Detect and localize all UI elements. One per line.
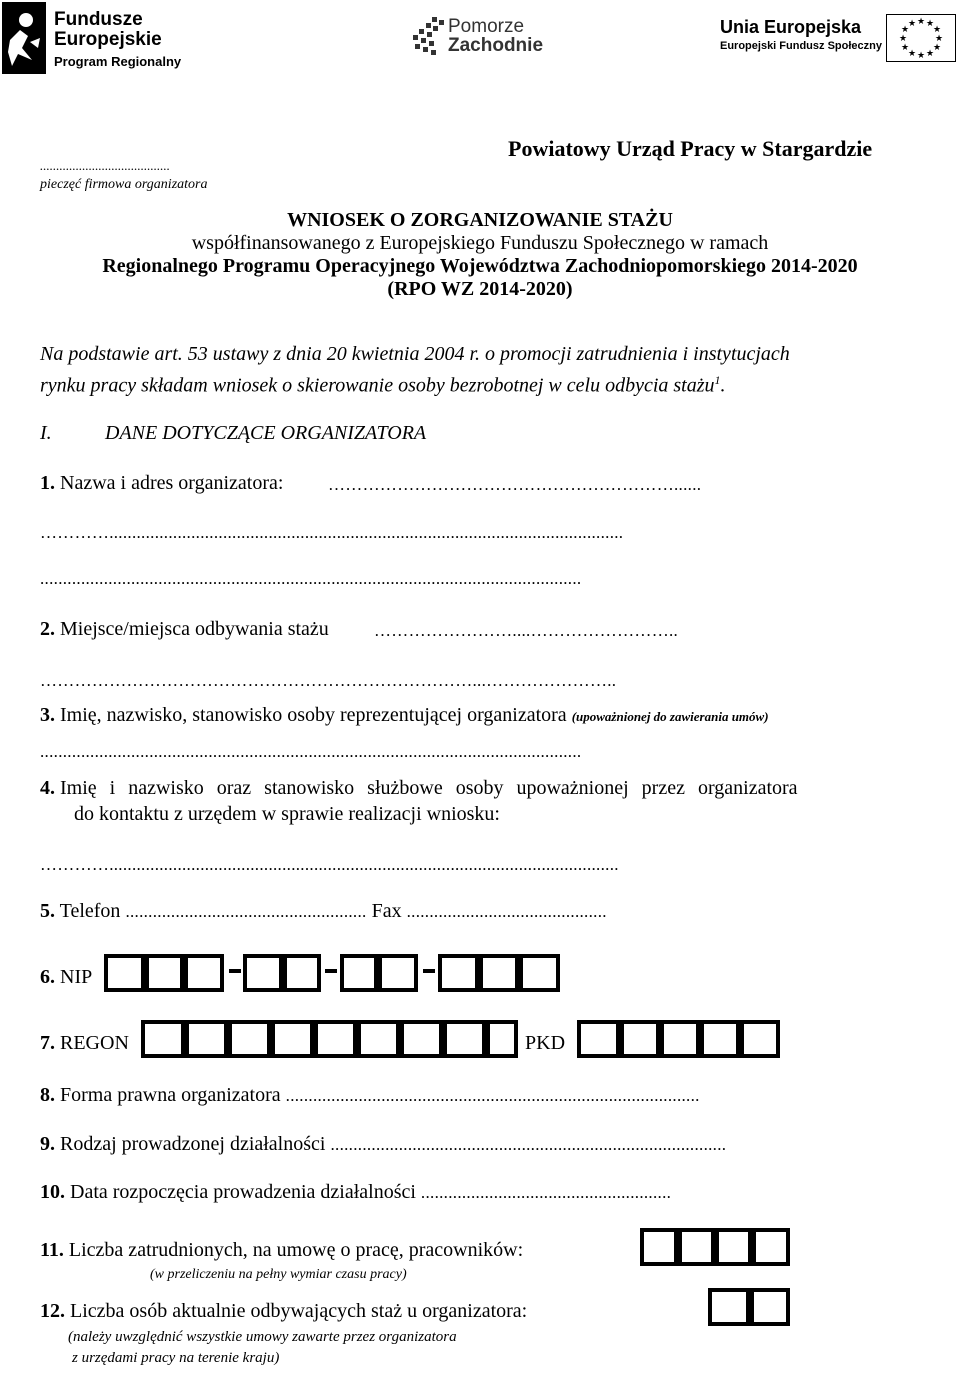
intro-line1: Na podstawie art. 53 ustawy z dnia 20 kwietnia 2004 r. o promocji zatrudnienia i instytucjach [40, 343, 790, 365]
nip-separator [229, 969, 241, 973]
pkd-digit-box[interactable] [620, 1020, 660, 1058]
nip-separator [423, 969, 435, 973]
nip-digit-box[interactable] [184, 954, 224, 992]
field-12-num: 12. [40, 1300, 65, 1322]
field-10-num: 10. [40, 1181, 65, 1203]
pkd-digit-box[interactable] [660, 1020, 700, 1058]
title-line4: (RPO WZ 2014-2020) [387, 278, 573, 300]
field-1-line2[interactable]: …………................................................................................................................. [40, 523, 624, 542]
field-8-row [40, 1084, 700, 1107]
field-2-text: Miejsce/miejsca odbywania stażu [60, 618, 329, 640]
pkd-digit-box[interactable] [740, 1020, 780, 1058]
logo-fundusze-europejskie [2, 2, 182, 74]
title-line3: Regionalnego Programu Operacyjnego Województwa Zachodniopomorskiego 2014-2020 [102, 255, 858, 277]
regon-digit-box[interactable] [314, 1020, 357, 1058]
legal-form-input[interactable]: ........................................................................................... [285, 1086, 700, 1105]
field-11-label [40, 1239, 523, 1262]
field-9-row [40, 1133, 726, 1156]
employees-digit-box[interactable] [752, 1228, 790, 1266]
field-2-label [40, 618, 329, 641]
stamp-label: pieczęć firmowa organizatora [40, 177, 208, 192]
logo-pomorze-zachodnie [410, 15, 570, 59]
field-6-label [40, 966, 92, 989]
regon-digit-box[interactable] [400, 1020, 443, 1058]
svg-text:★: ★ [900, 43, 910, 53]
section-title: DANE DOTYCZĄCE ORGANIZATORA [105, 422, 427, 444]
field-1-line3[interactable]: ....................................................................................................................... [40, 569, 582, 588]
logo-pz-line2: Zachodnie [448, 35, 544, 56]
eu-flag-icon [886, 14, 956, 62]
interns-digit-box[interactable] [708, 1288, 750, 1326]
field-11-num: 11. [40, 1239, 64, 1261]
business-type-input[interactable]: ....................................................................................... [330, 1135, 727, 1154]
pomorze-zachodnie-icon [410, 17, 450, 57]
telephone-input[interactable]: ..................................................... [125, 902, 367, 921]
nip-separator [325, 969, 337, 973]
logo-ue-line2: Europejski Fundusz Społeczny [720, 39, 882, 52]
nip-digit-box[interactable] [519, 954, 560, 992]
nip-digit-box[interactable] [378, 954, 418, 992]
field-3-text: Imię, nazwisko, stanowisko osoby reprezentującej organizatora [60, 704, 567, 726]
nip-digit-box[interactable] [438, 954, 479, 992]
field-2-num: 2. [40, 618, 55, 640]
svg-text:★: ★ [907, 19, 917, 29]
intro-line2 [40, 373, 726, 398]
field-1-label [40, 472, 283, 495]
field-12-note2: z urzędami pracy na terenie kraju) [72, 1350, 280, 1366]
office-name: Powiatowy Urząd Pracy w Stargardzie [508, 136, 873, 161]
nip-digit-box[interactable] [479, 954, 519, 992]
field-5-num: 5. [40, 900, 55, 922]
field-12-note1: (należy uwzględnić wszystkie umowy zawarte przez organizatora [68, 1329, 457, 1345]
field-8-text: Forma prawna organizatora [60, 1084, 281, 1106]
field-10-row [40, 1181, 671, 1204]
field-2-input[interactable]: ……………………....…………………….. [374, 621, 679, 640]
logo-fe-line2: Europejskie [54, 28, 162, 50]
pkd-digit-box[interactable] [700, 1020, 740, 1058]
page-title: WNIOSEK O ZORGANIZOWANIE STAŻU [287, 209, 673, 231]
field-5-tel-label: Telefon [59, 900, 121, 922]
field-6-num: 6. [40, 966, 55, 988]
field-4-text1: Imię i nazwisko oraz stanowisko służbowe osoby upoważnionej przez organizatora [60, 777, 798, 799]
field-1-num: 1. [40, 472, 55, 494]
section-number: I. [40, 422, 52, 444]
regon-digit-box[interactable] [357, 1020, 400, 1058]
regon-digit-box[interactable] [486, 1020, 518, 1058]
employees-digit-box[interactable] [678, 1228, 715, 1266]
field-3-label [40, 704, 769, 727]
pkd-digit-box[interactable] [577, 1020, 620, 1058]
svg-text:★: ★ [916, 51, 926, 61]
field-6-text: NIP [60, 966, 93, 988]
field-3-note: (upoważnionej do zawierania umów) [571, 709, 769, 724]
regon-digit-box[interactable] [271, 1020, 314, 1058]
logo-ue-line1: Unia Europejska [720, 17, 862, 37]
field-2-line2[interactable]: …………………………………………………………………...………………….. [40, 671, 617, 690]
fax-input[interactable]: ............................................ [406, 902, 607, 921]
field-4-text2: do kontaktu z urzędem w sprawie realizacji wniosku: [74, 803, 500, 825]
pkd-label: PKD [525, 1032, 566, 1054]
field-11-note: (w przeliczeniu na pełny wymiar czasu pracy) [150, 1267, 407, 1282]
field-10-text: Data rozpoczęcia prowadzenia działalności [70, 1181, 416, 1203]
field-12-text: Liczba osób aktualnie odbywających staż u organizatora: [70, 1300, 528, 1322]
nip-digit-box[interactable] [340, 954, 378, 992]
title-line2: współfinansowanego z Europejskiego Funduszu Społecznego w ramach [191, 232, 769, 254]
field-1-text: Nazwa i adres organizatora: [60, 472, 284, 494]
svg-text:★: ★ [932, 43, 942, 53]
employees-digit-box[interactable] [715, 1228, 752, 1266]
field-8-num: 8. [40, 1084, 55, 1106]
regon-digit-box[interactable] [141, 1020, 185, 1058]
field-12-label [40, 1300, 527, 1323]
nip-digit-box[interactable] [145, 954, 184, 992]
field-7-label [40, 1032, 129, 1055]
field-1-input[interactable]: ……………………………………………………...... [328, 475, 702, 494]
regon-digit-box[interactable] [185, 1020, 228, 1058]
nip-digit-box[interactable] [283, 954, 321, 992]
field-3-line2[interactable]: ....................................................................................................................... [40, 742, 582, 761]
svg-text:★: ★ [907, 49, 917, 59]
field-4-label [40, 777, 922, 800]
field-9-num: 9. [40, 1133, 55, 1155]
logo-unia-europejska [716, 14, 956, 64]
regon-digit-box[interactable] [228, 1020, 271, 1058]
title-block [0, 209, 960, 301]
logo-fe-line1: Fundusze [54, 9, 143, 30]
footnote-ref: 1 [714, 373, 721, 387]
field-3-num: 3. [40, 704, 55, 726]
stamp-dots: ........................................ [40, 158, 170, 173]
field-5-row [40, 900, 607, 923]
svg-text:★: ★ [925, 19, 935, 29]
svg-text:★: ★ [916, 17, 926, 27]
field-4-line3[interactable]: …………................................................................................................................ [40, 855, 619, 874]
field-4-num: 4. [40, 777, 55, 799]
interns-digit-box[interactable] [750, 1288, 790, 1326]
logo-pz-line1: Pomorze [448, 16, 525, 37]
field-9-text: Rodzaj prowadzonej działalności [60, 1133, 326, 1155]
start-date-input[interactable]: ....................................................... [420, 1183, 672, 1202]
field-7-text: REGON [60, 1032, 129, 1054]
intro-line2-end: . [720, 374, 726, 397]
nip-digit-box[interactable] [104, 954, 145, 992]
svg-text:★: ★ [932, 25, 942, 35]
employees-digit-box[interactable] [640, 1228, 678, 1266]
regon-digit-box[interactable] [443, 1020, 486, 1058]
nip-digit-box[interactable] [243, 954, 283, 992]
fundusze-europejskie-icon [2, 2, 46, 74]
field-11-text: Liczba zatrudnionych, na umowę o pracę, pracowników: [68, 1239, 524, 1261]
field-5-fax-label: Fax [371, 900, 402, 922]
svg-text:★: ★ [900, 25, 910, 35]
svg-text:★: ★ [898, 34, 908, 44]
svg-text:★: ★ [934, 34, 944, 44]
logo-fe-line3: Program Regionalny [54, 53, 182, 69]
svg-text:★: ★ [925, 49, 935, 59]
field-7-num: 7. [40, 1032, 55, 1054]
intro-line2-text: rynku pracy składam wniosek o skierowanie osoby bezrobotnej w celu odbycia stażu [40, 374, 715, 397]
